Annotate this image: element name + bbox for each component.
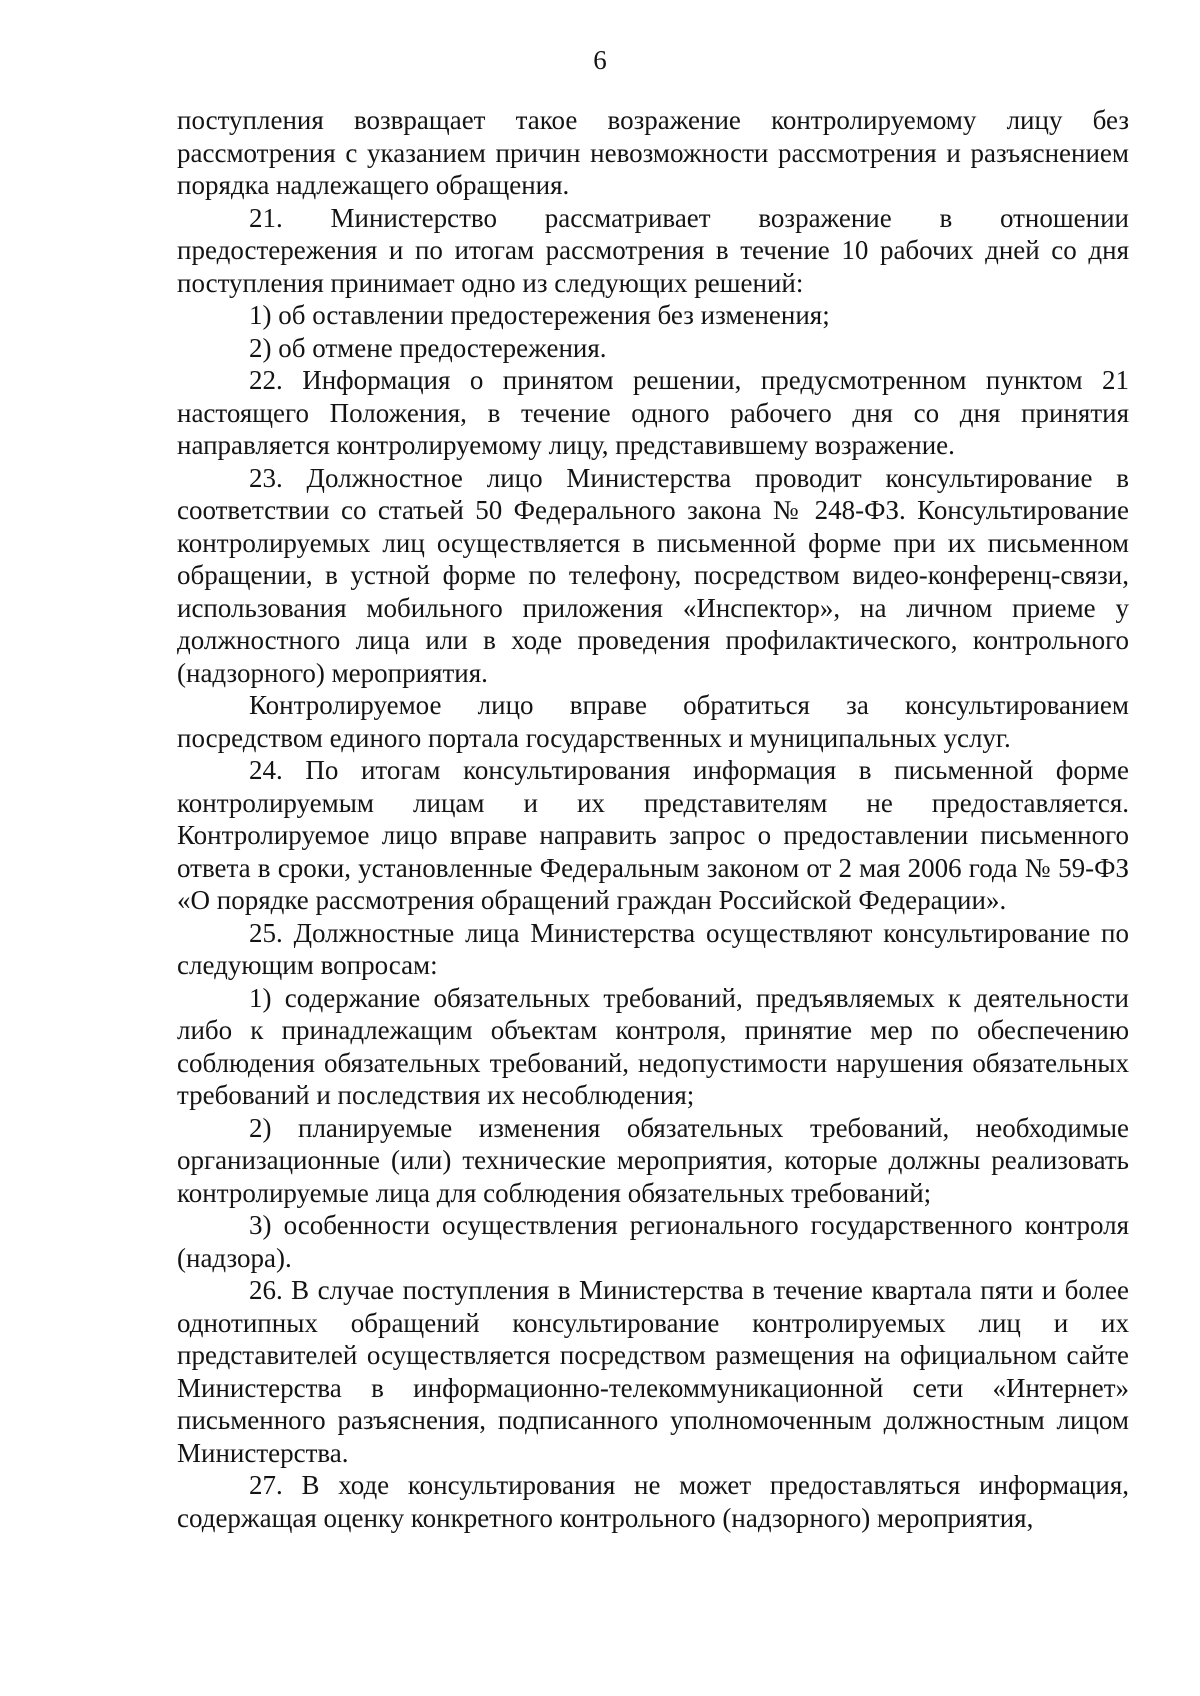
paragraph: 1) об оставлении предостережения без изменения; <box>249 300 830 330</box>
paragraph: 1) содержание обязательных требований, предъявляемых к деятельности либо к принадлежащим объектам контроля, принятие мер по обеспечению соблюдения обязательных требований, недопустимости нарушения обязательных требований и последствия их несоблюдения; <box>177 982 1129 1110</box>
paragraph: 22. Информация о принятом решении, предусмотренном пунктом 21 настоящего Положения, в течение одного рабочего дня со дня принятия направляется контролируемому лицу, представившему возражение. <box>177 365 1129 460</box>
page-number: 6 <box>593 45 607 75</box>
paragraph: 23. Должностное лицо Министерства проводит консультирование в соответствии со статьей 50 Федерального закона № 248-ФЗ. Консультирование контролируемых лиц осуществляется в письменной форме при их письменном обращении, в устной форме по телефону, посредством видео-конференц-связи, использования мобильного приложения «Инспектор», на личном приеме у должностного лица или в ходе проведения профилактического, контрольного (надзорного) мероприятия. <box>177 462 1129 688</box>
paragraph: 26. В случае поступления в Министерства в течение квартала пяти и более однотипных обращений консультирование контролируемых лиц и их представителей осуществляется посредством размещения на официальном сайте Министерства в информационно-телекоммуникационной сети «Интернет» письменного разъяснения, подписанного уполномоченным должностным лицом Министерства. <box>177 1275 1129 1468</box>
document-body <box>177 104 1129 1534</box>
paragraph: 27. В ходе консультирования не может предоставляться информация, содержащая оценку конкретного контрольного (надзорного) мероприятия, <box>177 1470 1129 1533</box>
paragraph: Контролируемое лицо вправе обратиться за консультированием посредством единого портала государственных и муниципальных услуг. <box>177 690 1129 753</box>
paragraph: 3) особенности осуществления регионального государственного контроля (надзора). <box>177 1210 1129 1273</box>
paragraph: 2) об отмене предостережения. <box>249 332 607 363</box>
paragraph: поступления возвращает такое возражение контролируемому лицу без рассмотрения с указанием причин невозможности рассмотрения и разъяснением порядка надлежащего обращения. <box>177 105 1129 200</box>
paragraph: 21. Министерство рассматривает возражение в отношении предостережения и по итогам рассмотрения в течение 10 рабочих дней со дня поступления принимает одно из следующих решений: <box>177 202 1129 298</box>
paragraph: 24. По итогам консультирования информация в письменной форме контролируемым лицам и их представителям не предоставляется. Контролируемое лицо вправе направить запрос о предоставлении письменного ответа в сроки, установленные Федеральным законом от 2 мая 2006 года № 59-ФЗ «О порядке рассмотрения обращений граждан Российской Федерации». <box>177 755 1129 915</box>
paragraph: 25. Должностные лица Министерства осуществляют консультирование по следующим вопросам: <box>177 917 1129 980</box>
paragraph: 2) планируемые изменения обязательных требований, необходимые организационные (или) технические мероприятия, которые должны реализовать контролируемые лица для соблюдения обязательных требований; <box>177 1112 1129 1208</box>
